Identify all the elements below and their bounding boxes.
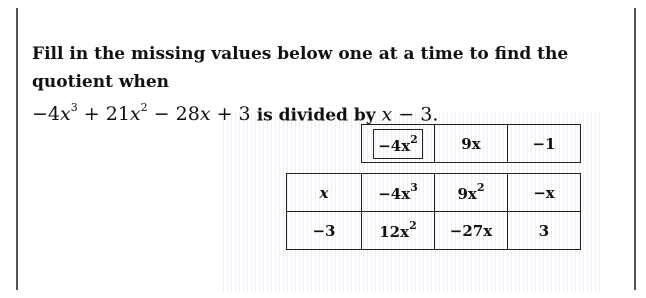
divisor: x − 3. [381,103,439,126]
product-x-cell-1: $-4x^3$ [362,174,435,212]
product-x-cell-3: −x [508,174,581,212]
divisor-x-label: x [287,174,362,212]
quotient-cell-2: 9x [435,125,508,163]
dividend-polynomial: $-4x^3 + 21x^2 - 28x + 3$ [32,101,251,126]
quotient-cell-3: −1 [508,125,581,163]
divisor-const-label: −3 [287,212,362,250]
quotient-cell-1[interactable] [362,125,435,163]
corner-cell [287,125,362,163]
divisor-x-row [287,174,581,212]
product-const-cell-3: 3 [508,212,581,250]
product-const-cell-2: −27x [435,212,508,250]
divisor-const-row [287,212,581,250]
prompt-connector: is divided by [256,105,382,126]
quotient-entry-box[interactable]: $-4x^2$ [373,129,423,159]
quotient-row [287,125,581,163]
row-gap [287,163,581,174]
product-x-cell-2: $9x^2$ [435,174,508,212]
problem-prompt [32,40,632,129]
prompt-text: Fill in the missing values below one at a time to find the quotient when [32,44,569,92]
product-const-cell-1: $12x^2$ [362,212,435,250]
synthetic-division-box [286,124,581,250]
